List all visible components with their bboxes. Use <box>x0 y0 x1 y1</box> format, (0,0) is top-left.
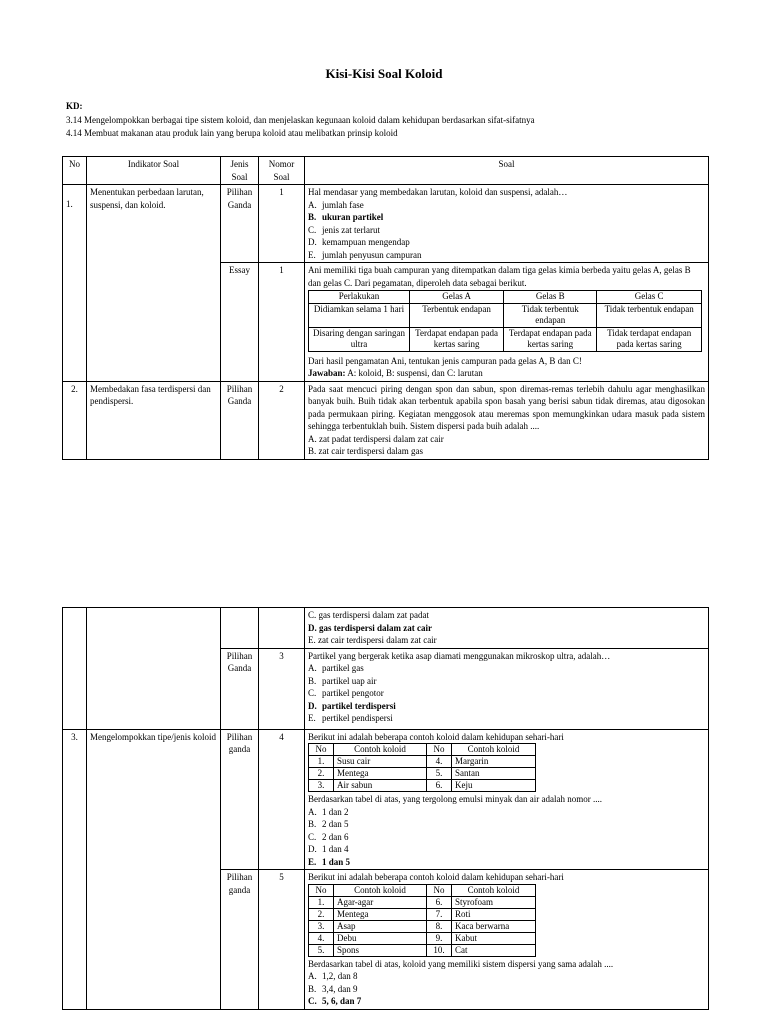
header-soal: Soal <box>305 157 709 185</box>
indikator-cell: Mengelompokkan tipe/jenis koloid <box>87 729 221 1009</box>
observation-cell: Terbentuk endapan <box>410 303 504 327</box>
jenis-cell: Pilihan ganda <box>221 729 259 870</box>
indikator-cell: Membedakan fasa terdispersi dan pendispersi. <box>87 381 221 459</box>
example-cell: Roti <box>452 908 536 920</box>
kd-label: KD: <box>66 101 83 111</box>
indikator-cell-empty <box>87 608 221 730</box>
question-stem: Hal mendasar yang membedakan larutan, koloid dan suspensi, adalah… <box>308 187 568 197</box>
option-c: C. gas terdispersi dalam zat padat <box>308 610 429 620</box>
jenis-cell: Essay <box>221 263 259 382</box>
header-indikator: Indikator Soal <box>87 157 221 185</box>
question-followup: Berdasarkan tabel di atas, koloid yang memiliki sistem dispersi yang sama adalah .... <box>308 958 614 969</box>
observation-cell: Tidak terdapat endapan pada kertas saring <box>597 327 702 351</box>
question-followup: Dari hasil pengamatan Ani, tentukan jenis campuran pada gelas A, B dan C! <box>308 355 582 366</box>
example-header: Contoh koloid <box>334 744 427 756</box>
example-cell: Kabut <box>452 932 536 944</box>
question-stem: Ani memiliki tiga buah campuran yang ditempatkan dalam tiga gelas kimia berbeda yaitu gelas A, gelas B dan gelas C. Dari pegamatan, diperoleh data sebagai berikut. <box>308 265 691 288</box>
option-b: B. zat cair terdispersi dalam gas <box>308 446 423 456</box>
example-cell: 2. <box>309 908 334 920</box>
observation-header: Gelas A <box>410 291 504 304</box>
document-title: Kisi-Kisi Soal Koloid <box>325 66 443 81</box>
kd-line-1: 3.14 Mengelompokkan berbagai tipe sistem koloid, dan menjelaskan kegunaan koloid dalam kehidupan berdasarkan sifat-sifatnya <box>66 114 535 125</box>
answer-label: Jawaban: <box>308 368 346 378</box>
example-cell: 8. <box>427 920 452 932</box>
example-cell: Kaca berwarna <box>452 920 536 932</box>
nomor-cell: 3 <box>259 648 305 729</box>
example-cell: 1. <box>309 756 334 768</box>
nomor-cell: 1 <box>259 263 305 382</box>
table-row <box>63 729 709 870</box>
example-table <box>308 884 536 957</box>
question-stem: Partikel yang bergerak ketika asap diamati menggunakan mikroskop ultra, adalah… <box>308 650 611 661</box>
header-no: No <box>63 157 87 185</box>
example-cell: 7. <box>427 908 452 920</box>
example-cell: Asap <box>334 920 427 932</box>
answer-line <box>308 367 705 380</box>
jenis-cell: Pilihan ganda <box>221 870 259 1010</box>
kd-section <box>66 100 535 141</box>
example-cell: 4. <box>309 932 334 944</box>
option-d: D. kemampuan mengendap <box>308 237 410 247</box>
example-cell: 6. <box>427 780 452 792</box>
indikator-cell: Menentukan perbedaan larutan, suspensi, dan koloid. <box>87 185 221 382</box>
option-a: A. zat padat terdispersi dalam zat cair <box>308 433 444 444</box>
jenis-cell: Pilihan Ganda <box>221 381 259 459</box>
example-cell: Agar-agar <box>334 896 427 908</box>
soal-cell <box>305 870 709 1010</box>
example-cell: 3. <box>309 780 334 792</box>
table-header-row <box>63 157 709 185</box>
option-e-correct: E. 1 dan 5 <box>308 856 351 867</box>
option-e: E. zat cair terdispersi dalam zat cair <box>308 635 437 645</box>
soal-cell <box>305 729 709 870</box>
example-header: No <box>309 744 334 756</box>
kisi-table-page-2 <box>62 607 709 1010</box>
soal-cell <box>305 263 709 382</box>
option-a: A. jumlah fase <box>308 199 364 210</box>
nomor-cell: 2 <box>259 381 305 459</box>
option-d: D. 1 dan 4 <box>308 844 349 854</box>
soal-cell <box>305 185 709 263</box>
table-row <box>63 608 709 649</box>
soal-cell <box>305 608 709 649</box>
example-cell: 2. <box>309 768 334 780</box>
option-a: A. 1 dan 2 <box>308 806 349 817</box>
jenis-cell: Pilihan Ganda <box>221 648 259 729</box>
header-nomor: Nomor Soal <box>259 157 305 185</box>
example-header: No <box>427 744 452 756</box>
example-cell: Mentega <box>334 908 427 920</box>
observation-table <box>308 290 702 352</box>
example-cell: 4. <box>427 756 452 768</box>
question-stem: Berikut ini adalah beberapa contoh koloid dalam kehidupan sehari-hari <box>308 872 564 882</box>
example-cell: 3. <box>309 920 334 932</box>
option-b: B. partikel uap air <box>308 675 377 686</box>
example-header: No <box>309 884 334 896</box>
option-c: C. partikel pengotor <box>308 688 384 698</box>
option-a: A. 1,2, dan 8 <box>308 971 358 981</box>
row-number: 1. <box>63 185 87 382</box>
option-c: C. 2 dan 6 <box>308 831 349 842</box>
kd-line-2: 4.14 Membuat makanan atau produk lain yang berupa koloid atau melibatkan prinsip koloid <box>66 128 398 138</box>
jenis-cell: Pilihan Ganda <box>221 185 259 263</box>
example-header: Contoh koloid <box>452 744 536 756</box>
example-cell: 5. <box>309 944 334 956</box>
nomor-cell-empty <box>259 608 305 649</box>
example-cell: 5. <box>427 768 452 780</box>
nomor-cell: 4 <box>259 729 305 870</box>
observation-cell: Terdapat endapan pada kertas saring <box>410 327 504 351</box>
row-number: 2. <box>63 381 87 459</box>
question-stem: Pada saat mencuci piring dengan spon dan sabun, spon diremas-remas terlebih dahulu agar menghasilkan banyak buih. Buih tidak akan terbentuk apabila spon basah yang berisi sabun tidak diremas, atau digosokan pada permukaan piring. Kegiatan menggosok atau meremas spon memungkinkan udara masuk pada sistem sehingga terbentuklah buih. Sistem dispersi pada buih adalah .... <box>308 383 705 431</box>
option-d-correct: D. gas terdispersi dalam zat cair <box>308 622 432 633</box>
example-header: Contoh koloid <box>334 884 427 896</box>
observation-header: Gelas C <box>597 291 702 304</box>
example-table <box>308 743 536 792</box>
option-b-correct: B. ukuran partikel <box>308 212 384 222</box>
example-header: No <box>427 884 452 896</box>
question-followup: Berdasarkan tabel di atas, yang tergolong emulsi minyak dan air adalah nomor .... <box>308 794 602 804</box>
option-e: E. jumlah penyusun campuran <box>308 249 422 260</box>
example-cell: Styrofoam <box>452 896 536 908</box>
example-header: Contoh koloid <box>452 884 536 896</box>
option-c: C. jenis zat terlarut <box>308 224 380 235</box>
option-a: A. partikel gas <box>308 663 364 673</box>
example-cell: 10. <box>427 944 452 956</box>
kisi-table-page-1 <box>62 156 709 460</box>
nomor-cell: 5 <box>259 870 305 1010</box>
option-e: E. pertikel pendispersi <box>308 713 393 723</box>
header-jenis: Jenis Soal <box>221 157 259 185</box>
observation-cell: Terdapat endapan pada kertas saring <box>504 327 597 351</box>
observation-cell: Tidak terbentuk endapan <box>504 303 597 327</box>
example-cell: Margarin <box>452 756 536 768</box>
option-d-correct: D. partikel terdispersi <box>308 700 396 711</box>
example-cell: Keju <box>452 780 536 792</box>
example-cell: Santan <box>452 768 536 780</box>
example-cell: Cat <box>452 944 536 956</box>
observation-cell: Didiamkan selama 1 hari <box>309 303 410 327</box>
soal-cell <box>305 648 709 729</box>
example-cell: Spons <box>334 944 427 956</box>
row-number: 3. <box>63 729 87 1009</box>
observation-header: Perlakukan <box>309 291 410 304</box>
row-number-empty <box>63 608 87 730</box>
soal-cell <box>305 381 709 459</box>
example-cell: Air sabun <box>334 780 427 792</box>
observation-cell: Tidak terbentuk endapan <box>597 303 702 327</box>
option-b: B. 3,4, dan 9 <box>308 983 358 994</box>
table-row <box>63 381 709 459</box>
example-cell: 1. <box>309 896 334 908</box>
example-cell: Debu <box>334 932 427 944</box>
table-row <box>63 185 709 263</box>
observation-cell: Disaring dengan saringan ultra <box>309 327 410 351</box>
question-stem: Berikut ini adalah beberapa contoh koloid dalam kehidupan sehari-hari <box>308 731 564 742</box>
example-cell: Mentega <box>334 768 427 780</box>
nomor-cell: 1 <box>259 185 305 263</box>
option-c-correct: C. 5, 6, dan 7 <box>308 996 362 1006</box>
example-cell: Susu cair <box>334 756 427 768</box>
answer-text: A: koloid, B: suspensi, dan C: larutan <box>345 368 483 378</box>
option-b: B. 2 dan 5 <box>308 819 349 829</box>
example-cell: 6. <box>427 896 452 908</box>
observation-header: Gelas B <box>504 291 597 304</box>
example-cell: 9. <box>427 932 452 944</box>
jenis-cell-empty <box>221 608 259 649</box>
